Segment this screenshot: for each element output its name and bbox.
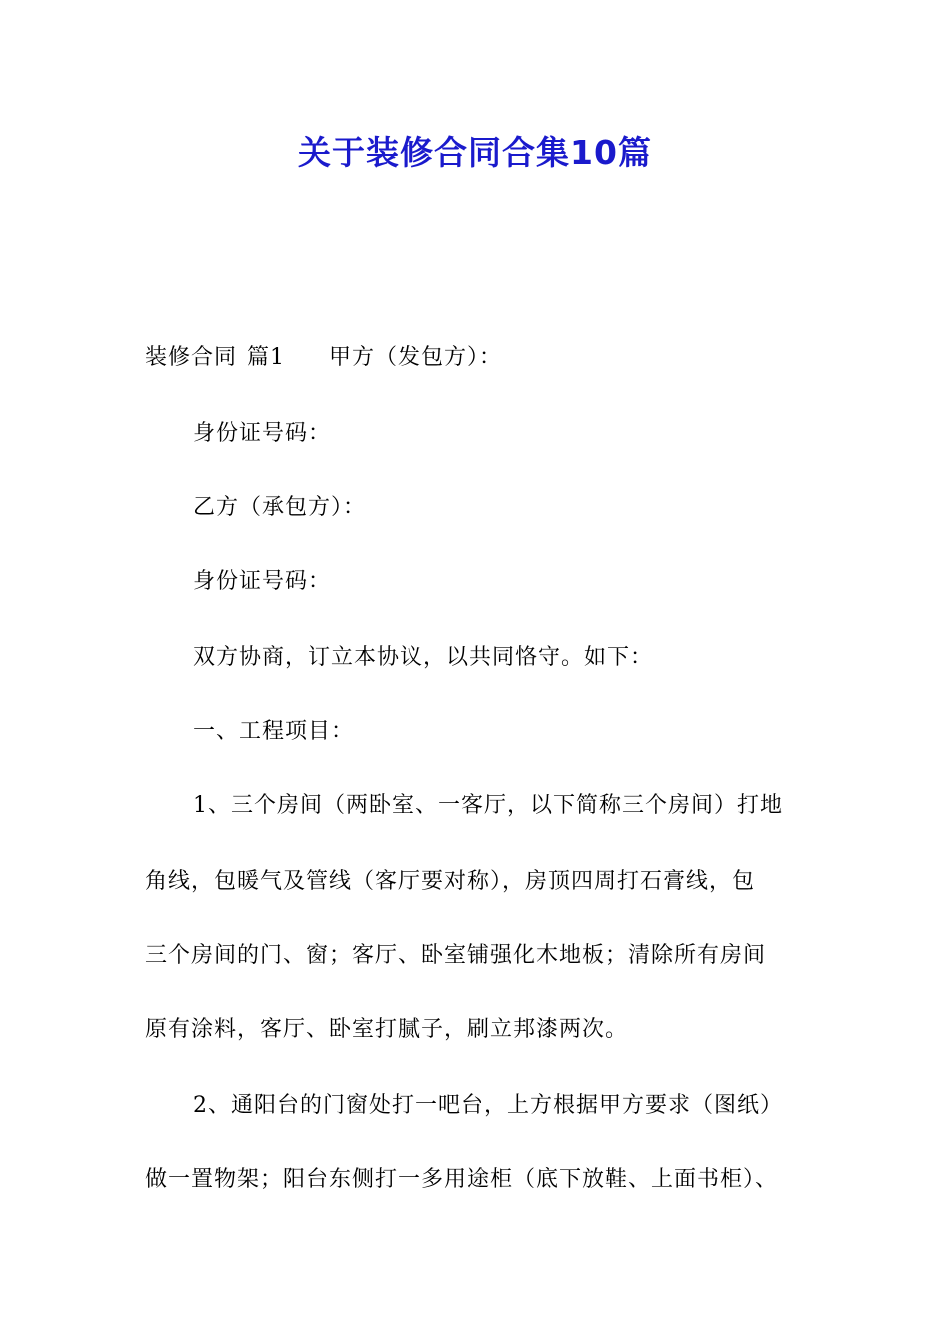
contract-heading-line bbox=[145, 338, 502, 378]
party-b-id-line: 身份证号码： bbox=[193, 569, 332, 594]
section-label: 装修合同 bbox=[145, 345, 238, 370]
paragraph-2-line-1: 2、通阳台的门窗处打一吧台，上方根据甲方要求（图纸） bbox=[193, 1093, 783, 1118]
paragraph-1-line-2: 角线，包暖气及管线（客厅要对称），房顶四周打石膏线，包 bbox=[145, 869, 756, 894]
paragraph-2-line-2: 做一置物架；阳台东侧打一多用途柜（底下放鞋、上面书柜）、 bbox=[145, 1167, 779, 1192]
section-heading-project: 一、工程项目： bbox=[193, 719, 355, 744]
agreement-intro-line: 双方协商，订立本协议，以共同恪守。如下： bbox=[193, 645, 654, 670]
piece-label: 篇1 bbox=[247, 345, 286, 370]
party-a-id-line: 身份证号码： bbox=[193, 421, 332, 446]
document-title: 关于装修合同合集10篇 bbox=[298, 133, 652, 172]
paragraph-1-line-3: 三个房间的门、窗；客厅、卧室铺强化木地板；清除所有房间 bbox=[145, 943, 767, 968]
paragraph-1-line-1: 1、三个房间（两卧室、一客厅，以下简称三个房间）打地 bbox=[193, 793, 783, 818]
party-b-line: 乙方（承包方）： bbox=[193, 495, 367, 520]
party-a-label: 甲方（发包方）： bbox=[329, 345, 503, 370]
paragraph-1-line-4: 原有涂料，客厅、卧室打腻子，刷立邦漆两次。 bbox=[145, 1017, 629, 1042]
